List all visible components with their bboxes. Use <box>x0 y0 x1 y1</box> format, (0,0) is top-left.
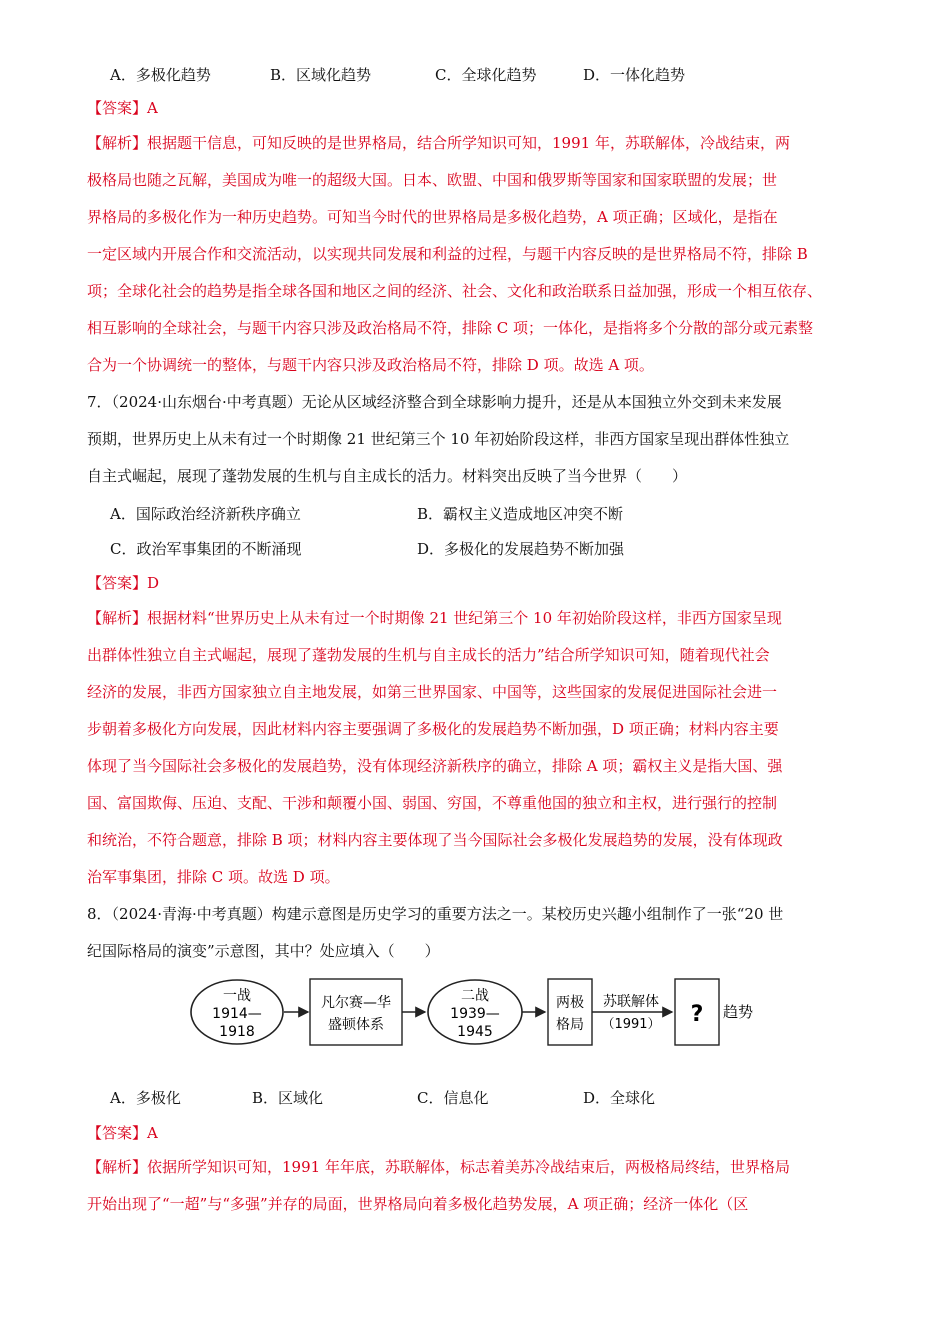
q8-answer: 【答案】A <box>87 1124 158 1142</box>
analysis-line: 体现了当今国际社会多极化的发展趋势，没有体现经济新秩序的确立，排除 A 项；霸权主义是指大国、强 <box>87 757 783 775</box>
diagram-text: 格局 <box>556 1017 584 1033</box>
diagram-node-ww2 <box>428 980 522 1044</box>
analysis-line: 出群体性独立自主式崛起，展现了蓬勃发展的生机与自主成长的活力”结合所学知识可知，随着现代社会 <box>87 646 770 664</box>
diagram-text: （1991） <box>601 1017 661 1032</box>
diagram-text: 两极 <box>556 995 584 1011</box>
q6-option-d: D．一体化趋势 <box>583 66 686 84</box>
stem-line: 自主式崛起，展现了蓬勃发展的生机与自主成长的活力。材料突出反映了当今世界（ ） <box>87 467 688 485</box>
diagram-node-ww1 <box>191 980 283 1044</box>
analysis-line: 【解析】依据所学知识可知，1991 年年底，苏联解体，标志着美苏冷战结束后，两极格局终结，世界格局 <box>87 1158 790 1176</box>
analysis-line: 经济的发展，非西方国家独立自主地发展，如第三世界国家、中国等，这些国家的发展促进国际社会进一 <box>87 683 778 701</box>
stem-line: 7．（2024·山东烟台·中考真题）无论从区域经济整合到全球影响力提升，还是从本国独立外交到未来发展 <box>87 393 782 411</box>
analysis-line: 【解析】根据题干信息，可知反映的是世界格局，结合所学知识可知，1991 年，苏联解体，冷战结束，两 <box>87 134 790 152</box>
diagram-node-question <box>675 979 719 1045</box>
analysis-line: 合为一个协调统一的整体，与题干内容只涉及政治格局不符，排除 D 项。故选 A 项。 <box>87 356 654 374</box>
diagram-node-versailles <box>310 979 402 1045</box>
diagram-text: 凡尔赛—华 <box>321 995 391 1011</box>
analysis-line: 开始出现了“一超”与“多强”并存的局面，世界格局向着多极化趋势发展，A 项正确；经济一体化（区 <box>87 1195 749 1213</box>
analysis-line: 一定区域内开展合作和交流活动，以实现共同发展和利益的过程，与题干内容反映的是世界格局不符，排除 B <box>87 245 808 263</box>
q8-diagram <box>188 976 768 1052</box>
q7-stem <box>87 384 863 495</box>
q6-option-a: A．多极化趋势 <box>110 66 211 84</box>
q7-answer: 【答案】D <box>87 574 160 592</box>
stem-line: 预期，世界历史上从未有过一个时期像 21 世纪第三个 10 年初始阶段这样，非西方国家呈现出群体性独立 <box>87 430 790 448</box>
diagram-text: 盛顿体系 <box>328 1017 384 1033</box>
diagram-text: 一战 <box>223 988 251 1004</box>
q6-answer: 【答案】A <box>87 99 158 117</box>
q8-option-d: D．全球化 <box>583 1089 656 1107</box>
diagram-text: 1914— <box>212 1006 262 1022</box>
diagram-text: 1945 <box>457 1024 493 1040</box>
diagram-text: 1939— <box>450 1006 500 1022</box>
analysis-line: 相互影响的全球社会，与题干内容只涉及政治格局不符，排除 C 项；一体化，是指将多个分散的部分或元素整 <box>87 319 814 337</box>
analysis-line: 极格局也随之瓦解，美国成为唯一的超级大国。日本、欧盟、中国和俄罗斯等国家和国家联盟的发展；世 <box>87 171 778 189</box>
q8-option-b: B．区域化 <box>252 1089 324 1107</box>
analysis-line: 步朝着多极化方向发展，因此材料内容主要强调了多极化的发展趋势不断加强，D 项正确；材料内容主要 <box>87 720 779 738</box>
q8-option-c: C．信息化 <box>417 1089 489 1107</box>
q7-option-b: B．霸权主义造成地区冲突不断 <box>417 505 624 523</box>
diagram-text: 二战 <box>461 988 489 1004</box>
q7-option-c: C．政治军事集团的不断涌现 <box>110 540 302 558</box>
q8-option-a: A．多极化 <box>110 1089 181 1107</box>
analysis-line: 和统治，不符合题意，排除 B 项；材料内容主要体现了当今国际社会多极化发展趋势的发展，没有体现政 <box>87 831 783 849</box>
q6-option-c: C．全球化趋势 <box>435 66 537 84</box>
diagram-text: 苏联解体 <box>603 994 659 1010</box>
stem-line: 8．（2024·青海·中考真题）构建示意图是历史学习的重要方法之一。某校历史兴趣小组制作了一张“20 世 <box>87 905 784 923</box>
q6-option-b: B．区域化趋势 <box>270 66 372 84</box>
analysis-line: 【解析】根据材料“世界历史上从未有过一个时期像 21 世纪第三个 10 年初始阶段这样，非西方国家呈现 <box>87 609 782 627</box>
analysis-line: 治军事集团，排除 C 项。故选 D 项。 <box>87 868 340 886</box>
analysis-line: 界格局的多极化作为一种历史趋势。可知当今时代的世界格局是多极化趋势，A 项正确；区域化，是指在 <box>87 208 778 226</box>
q8-stem <box>87 896 863 970</box>
q7-analysis <box>87 600 863 896</box>
diagram-trend-label: 趋势 <box>723 1003 754 1021</box>
q6-analysis <box>87 125 863 384</box>
diagram-text: 1918 <box>219 1024 255 1040</box>
question-mark-text: ? <box>690 1002 704 1027</box>
q7-option-d: D．多极化的发展趋势不断加强 <box>417 540 625 558</box>
q7-option-a: A．国际政治经济新秩序确立 <box>110 505 301 523</box>
analysis-line: 国、富国欺侮、压迫、支配、干涉和颠覆小国、弱国、穷国，不尊重他国的独立和主权，进行强行的控制 <box>87 794 778 812</box>
q8-analysis <box>87 1149 863 1223</box>
diagram-ussr-arrow <box>592 993 672 1032</box>
diagram-node-bipolar <box>548 979 592 1045</box>
analysis-line: 项；全球化社会的趋势是指全球各国和地区之间的经济、社会、文化和政治联系日益加强，形成一个相互依存、 <box>87 282 823 300</box>
stem-line: 纪国际格局的演变”示意图，其中？处应填入（ ） <box>87 942 440 960</box>
